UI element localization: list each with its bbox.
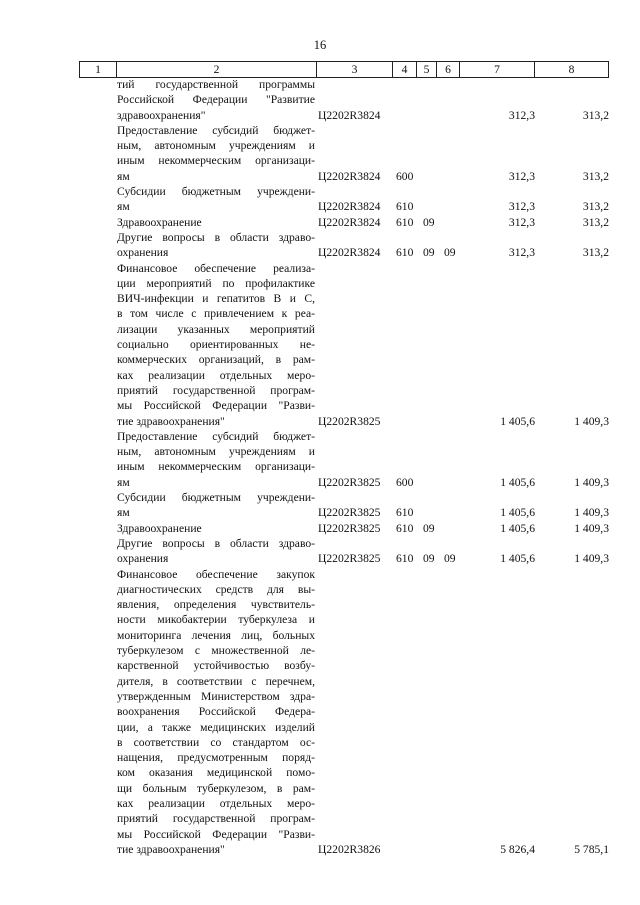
column-header: 1 — [80, 62, 117, 78]
description-line: ям — [117, 506, 130, 520]
amount-year-2: 313,2 — [582, 108, 609, 122]
amount-year-2: 313,2 — [582, 215, 609, 229]
description-line: ным, автономным учреждениям и — [117, 139, 315, 153]
subsection-code: 09 — [444, 552, 456, 566]
amount-year-2: 1 409,3 — [574, 475, 609, 489]
description-line: Финансовое обеспечение реализа- — [117, 261, 315, 275]
column-header: 5 — [417, 62, 437, 78]
row-description — [117, 490, 315, 521]
table-row — [0, 567, 640, 858]
description-line: туберкулезом с множественной ле- — [117, 644, 315, 658]
target-code: Ц2202R3824 — [318, 215, 381, 229]
subsection-code: 09 — [444, 246, 456, 260]
description-line: карственной устойчивостью возбу- — [117, 659, 315, 673]
expense-type: 610 — [396, 521, 414, 535]
description-line: ции мероприятий по профилактике — [117, 276, 315, 290]
expense-type: 610 — [396, 215, 414, 229]
description-line: нащения, предусмотренным поряд- — [117, 751, 315, 765]
description-line: мониторинга лечения лиц, больных — [117, 628, 315, 642]
target-code: Ц2202R3824 — [318, 169, 381, 183]
table-row — [0, 261, 640, 429]
description-line: ям — [117, 475, 130, 489]
row-description — [117, 215, 315, 230]
description-line: щи больным туберкулезом, в рам- — [117, 781, 315, 795]
description-line: Финансовое обеспечение закупок — [117, 567, 315, 581]
column-header: 6 — [437, 62, 460, 78]
description-line: тие здравоохранения" — [117, 842, 225, 856]
description-line: явления, определения чувствитель- — [117, 598, 315, 612]
amount-year-2: 1 409,3 — [574, 552, 609, 566]
row-description — [117, 536, 315, 567]
table-row — [0, 77, 640, 123]
column-header: 8 — [535, 62, 609, 78]
description-line: мы Российской Федерации "Разви- — [117, 399, 315, 413]
description-line: Субсидии бюджетным учреждени- — [117, 491, 315, 505]
table-row — [0, 521, 640, 536]
description-line: охранения — [117, 552, 169, 566]
description-line: ции, а также медицинских изделий — [117, 720, 315, 734]
amount-year-1: 1 405,6 — [500, 552, 535, 566]
description-line: ВИЧ-инфекции и гепатитов B и C, — [117, 292, 315, 306]
description-line: тие здравоохранения" — [117, 414, 225, 428]
description-line: ках реализации отдельных меро- — [117, 796, 315, 810]
amount-year-1: 5 826,4 — [500, 842, 535, 856]
amount-year-1: 312,3 — [508, 169, 535, 183]
description-line: социально ориентированных не- — [117, 338, 315, 352]
amount-year-1: 1 405,6 — [500, 521, 535, 535]
expense-type: 610 — [396, 506, 414, 520]
row-description — [117, 77, 315, 123]
target-code: Ц2202R3824 — [318, 246, 381, 260]
column-header: 7 — [460, 62, 535, 78]
description-line: охранения — [117, 246, 169, 260]
table-row — [0, 490, 640, 521]
table-row — [0, 230, 640, 261]
row-description — [117, 230, 315, 261]
target-code: Ц2202R3825 — [318, 521, 381, 535]
description-line: ком оказания медицинской помо- — [117, 766, 315, 780]
description-line: Другие вопросы в области здраво- — [117, 230, 315, 244]
description-line: ках реализации отдельных меро- — [117, 368, 315, 382]
description-line: иным некоммерческим организаци- — [117, 154, 315, 168]
page-number: 16 — [313, 38, 327, 52]
row-description — [117, 521, 315, 536]
amount-year-2: 5 785,1 — [574, 842, 609, 856]
description-line: ным, автономным учреждениям и — [117, 445, 315, 459]
amount-year-2: 313,2 — [582, 246, 609, 260]
description-line: приятий государственной програм- — [117, 812, 315, 826]
target-code: Ц2202R3824 — [318, 108, 381, 122]
description-line: Предоставление субсидий бюджет- — [117, 429, 315, 443]
amount-year-2: 1 409,3 — [574, 521, 609, 535]
description-line: Здравоохранение — [117, 521, 202, 535]
amount-year-2: 313,2 — [582, 200, 609, 214]
amount-year-1: 312,3 — [508, 200, 535, 214]
description-line: здравоохранения" — [117, 108, 206, 122]
description-line: в соответствии со стандартом ос- — [117, 735, 315, 749]
description-line: коммерческих организаций, в рам- — [117, 353, 315, 367]
description-line: в том числе с привлечением к реа- — [117, 307, 315, 321]
table-body — [0, 77, 640, 857]
description-line: ности микобактерии туберкулеза и — [117, 613, 315, 627]
target-code: Ц2202R3825 — [318, 475, 381, 489]
row-description — [117, 123, 315, 184]
description-line: диагностических средств для вы- — [117, 582, 315, 596]
table-row — [0, 215, 640, 230]
description-line: мы Российской Федерации "Разви- — [117, 827, 315, 841]
column-header: 3 — [317, 62, 393, 78]
description-line: иным некоммерческим организаци- — [117, 460, 315, 474]
row-description — [117, 567, 315, 858]
description-line: лизации указанных мероприятий — [117, 322, 315, 336]
description-line: ям — [117, 200, 130, 214]
row-description — [117, 261, 315, 429]
table-row — [0, 123, 640, 184]
section-code: 09 — [423, 521, 435, 535]
description-line: Российской Федерации "Развитие — [117, 93, 315, 107]
table-row — [0, 184, 640, 215]
table-row — [0, 429, 640, 490]
column-header: 2 — [117, 62, 317, 78]
amount-year-2: 313,2 — [582, 169, 609, 183]
table-row — [0, 536, 640, 567]
section-code: 09 — [423, 246, 435, 260]
amount-year-1: 312,3 — [508, 108, 535, 122]
description-line: дителя, в соответствии с перечнем, — [117, 674, 315, 688]
section-code: 09 — [423, 215, 435, 229]
amount-year-2: 1 409,3 — [574, 414, 609, 428]
description-line: воохранения Российской Федера- — [117, 705, 315, 719]
expense-type: 610 — [396, 552, 414, 566]
target-code: Ц2202R3826 — [318, 842, 381, 856]
description-line: ям — [117, 169, 130, 183]
description-line: тий государственной программы — [117, 78, 315, 91]
row-description — [117, 184, 315, 215]
section-code: 09 — [423, 552, 435, 566]
amount-year-1: 312,3 — [508, 246, 535, 260]
amount-year-1: 312,3 — [508, 215, 535, 229]
description-line: Другие вопросы в области здраво- — [117, 536, 315, 550]
amount-year-2: 1 409,3 — [574, 506, 609, 520]
amount-year-1: 1 405,6 — [500, 414, 535, 428]
expense-type: 600 — [396, 169, 414, 183]
expense-type: 610 — [396, 246, 414, 260]
description-line: утвержденным Министерством здра- — [117, 689, 315, 703]
description-line: Здравоохранение — [117, 215, 202, 229]
row-description — [117, 429, 315, 490]
expense-type: 600 — [396, 475, 414, 489]
target-code: Ц2202R3825 — [318, 506, 381, 520]
expense-type: 610 — [396, 200, 414, 214]
description-line: приятий государственной програм- — [117, 383, 315, 397]
target-code: Ц2202R3825 — [318, 414, 381, 428]
amount-year-1: 1 405,6 — [500, 475, 535, 489]
description-line: Предоставление субсидий бюджет- — [117, 123, 315, 137]
description-line: Субсидии бюджетным учреждени- — [117, 185, 315, 199]
column-header-row — [79, 61, 609, 78]
amount-year-1: 1 405,6 — [500, 506, 535, 520]
column-header: 4 — [393, 62, 417, 78]
target-code: Ц2202R3825 — [318, 552, 381, 566]
target-code: Ц2202R3824 — [318, 200, 381, 214]
